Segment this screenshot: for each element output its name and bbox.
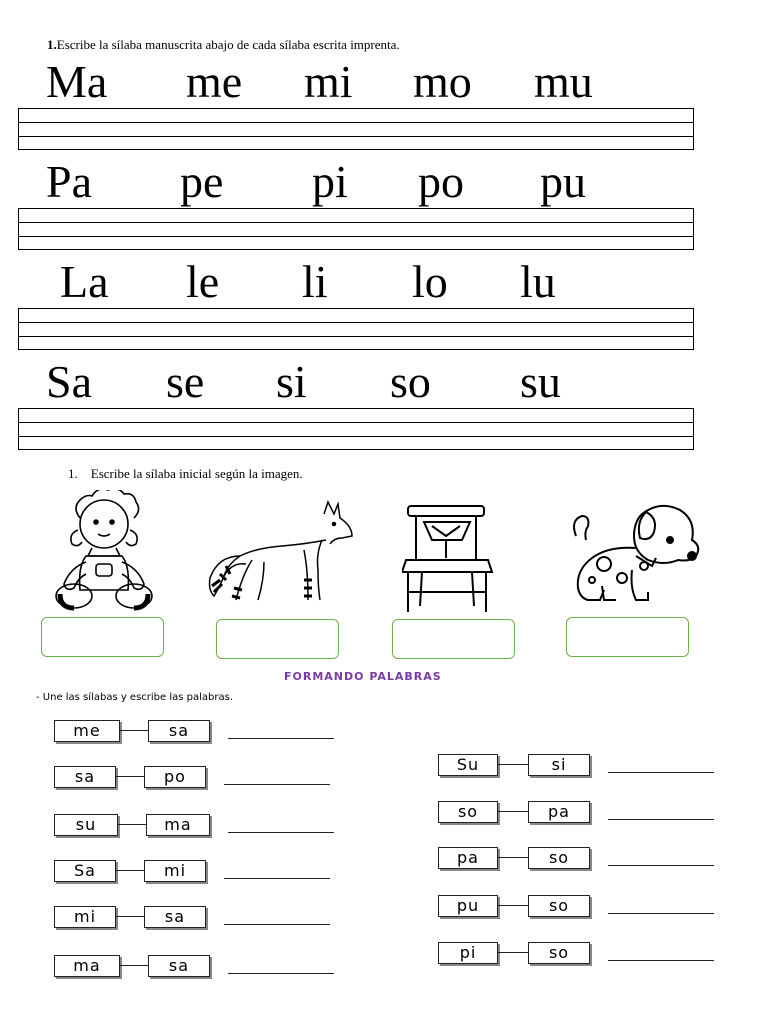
syllable-pair [54, 906, 354, 930]
syllable-pair [54, 860, 354, 884]
answer-box-puppy[interactable] [566, 617, 689, 657]
chair-icon [402, 504, 494, 614]
syllable-pair [438, 801, 738, 825]
instruction-2-number: 1. [68, 466, 78, 481]
wolf-icon [204, 500, 354, 608]
connector [498, 857, 528, 858]
syllable: le [186, 256, 220, 307]
syllable-box: sa [54, 766, 116, 788]
answer-line[interactable] [608, 913, 714, 914]
answer-line[interactable] [224, 784, 330, 785]
answer-line[interactable] [608, 819, 714, 820]
syllable-box: so [528, 942, 590, 964]
syllable: lo [412, 256, 448, 307]
syllable-box: me [54, 720, 120, 742]
syllable-box: si [528, 754, 590, 776]
connector [116, 916, 144, 917]
syllable-box: su [54, 814, 118, 836]
syllable: La [60, 256, 109, 307]
syllable-box: sa [144, 906, 206, 928]
connector [498, 764, 528, 765]
answer-line[interactable] [224, 878, 330, 879]
syllable: li [302, 256, 328, 307]
syllable-box: so [528, 895, 590, 917]
writing-lines[interactable] [18, 208, 694, 250]
answer-box-doll[interactable] [41, 617, 164, 657]
instruction-1-text: Escribe la sílaba manuscrita abajo de cada sílaba escrita imprenta. [56, 37, 400, 52]
syllable-box: sa [148, 720, 210, 742]
answer-line[interactable] [228, 973, 334, 974]
connector [498, 811, 528, 812]
answer-line[interactable] [228, 738, 334, 739]
syllable: si [276, 356, 307, 407]
answer-box-chair[interactable] [392, 619, 515, 659]
syllable-box: Su [438, 754, 498, 776]
connector [118, 824, 146, 825]
syllable-pair [54, 766, 354, 790]
answer-line[interactable] [608, 772, 714, 773]
syllable: mo [413, 56, 472, 107]
syllable-pair [438, 847, 738, 871]
syllable: Pa [46, 156, 92, 207]
syllable-pair [54, 955, 354, 979]
syllable-box: po [144, 766, 206, 788]
syllable: Sa [46, 356, 92, 407]
connector [120, 730, 148, 731]
syllable: su [520, 356, 561, 407]
connector [120, 965, 148, 966]
doll-icon [44, 490, 164, 614]
connector [498, 905, 528, 906]
writing-lines[interactable] [18, 108, 694, 150]
writing-lines[interactable] [18, 408, 694, 450]
syllable-box: Sa [54, 860, 116, 882]
syllable-row-p [0, 156, 720, 208]
syllable-box: pa [528, 801, 590, 823]
instruction-3: - Une las sílabas y escribe las palabras. [36, 692, 234, 703]
puppy-icon [566, 500, 706, 608]
syllable: Ma [46, 56, 108, 107]
instruction-2 [68, 466, 303, 482]
instruction-2-text: Escribe la sílaba inicial según la imagen. [90, 466, 303, 481]
syllable-row-s [0, 356, 720, 408]
connector [498, 952, 528, 953]
syllable: me [186, 56, 243, 107]
syllable: mu [534, 56, 593, 107]
answer-line[interactable] [608, 960, 714, 961]
syllable-pair [438, 942, 738, 966]
syllable-box: mi [54, 906, 116, 928]
syllable-box: mi [144, 860, 206, 882]
writing-lines[interactable] [18, 308, 694, 350]
syllable-box: sa [148, 955, 210, 977]
syllable: pe [180, 156, 224, 207]
syllable-pair [54, 814, 354, 838]
syllable: po [418, 156, 464, 207]
syllable: so [390, 356, 431, 407]
syllable: se [166, 356, 205, 407]
syllable-row-m [0, 56, 720, 108]
answer-line[interactable] [228, 832, 334, 833]
syllable: pi [312, 156, 348, 207]
syllable: lu [520, 256, 556, 307]
syllable-row-l [0, 256, 720, 308]
syllable-box: so [528, 847, 590, 869]
syllable-pair [54, 720, 354, 744]
syllable-box: so [438, 801, 498, 823]
answer-line[interactable] [224, 924, 330, 925]
banner-formando-palabras: FORMANDO PALABRAS [284, 670, 442, 683]
syllable-box: ma [54, 955, 120, 977]
syllable-pair [438, 895, 738, 919]
syllable-box: pa [438, 847, 498, 869]
syllable-box: ma [146, 814, 210, 836]
answer-box-wolf[interactable] [216, 619, 339, 659]
instruction-1 [47, 37, 400, 53]
syllable-pair [438, 754, 738, 778]
connector [116, 776, 144, 777]
syllable-box: pi [438, 942, 498, 964]
answer-line[interactable] [608, 865, 714, 866]
connector [116, 870, 144, 871]
syllable-box: pu [438, 895, 498, 917]
syllable: pu [540, 156, 586, 207]
syllable: mi [304, 56, 353, 107]
instruction-1-number: 1. [47, 37, 57, 52]
